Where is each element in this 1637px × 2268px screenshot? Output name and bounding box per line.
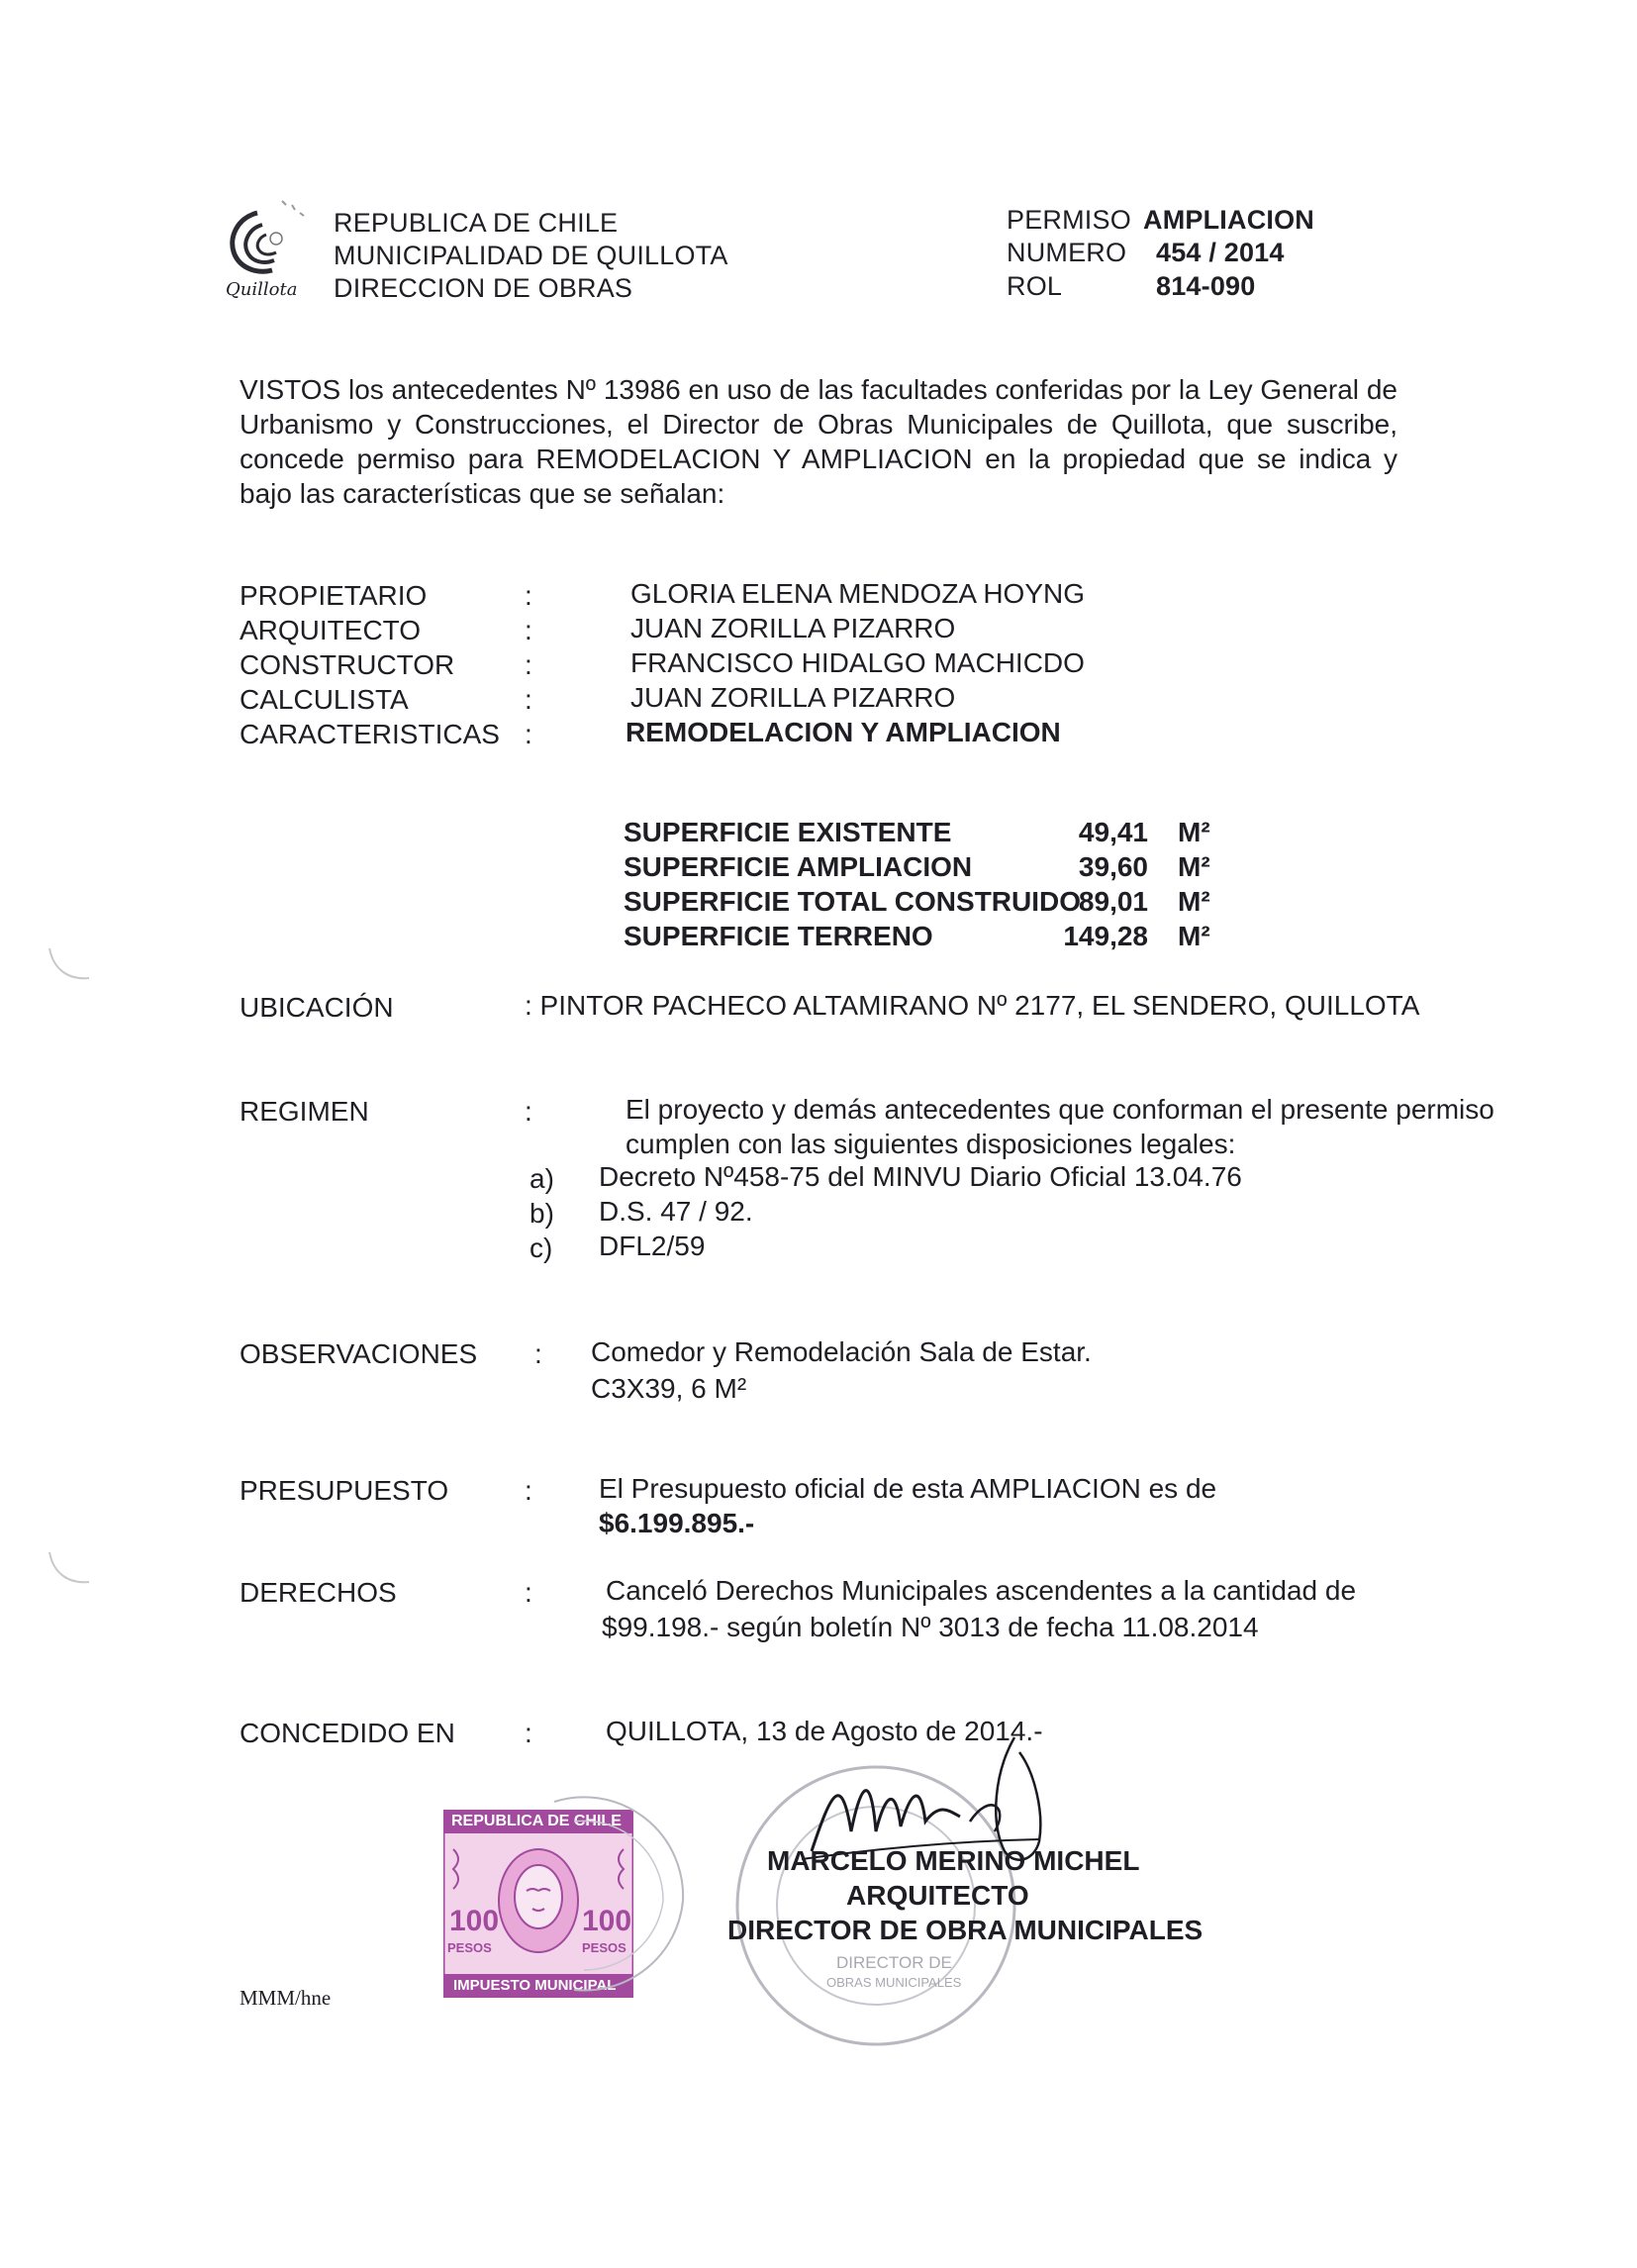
observaciones-label: OBSERVACIONES (240, 1338, 478, 1369)
superficie-row (624, 886, 1237, 922)
regimen-item-letter: b) (530, 1198, 554, 1229)
signatory-title-2: DIRECTOR DE OBRA MUNICIPALES (727, 1915, 1204, 1945)
colon: : (525, 1096, 532, 1127)
constructor-label: CONSTRUCTOR (240, 649, 455, 680)
superficie-row (624, 817, 1237, 852)
punch-hole-mark (40, 940, 99, 1000)
colon: : (525, 1475, 532, 1506)
presupuesto-label: PRESUPUESTO (240, 1475, 449, 1506)
constructor-value: FRANCISCO HIDALGO MACHICDO (630, 647, 1085, 678)
colon: : (534, 1338, 542, 1369)
propietario-value: GLORIA ELENA MENDOZA HOYNG (630, 578, 1086, 609)
numero-label: NUMERO (1007, 238, 1127, 267)
tax-stamp-value-right: 100 (582, 1905, 632, 1937)
arquitecto-label: ARQUITECTO (240, 615, 422, 645)
rol-label: ROL (1007, 271, 1063, 301)
superficie-name: SUPERFICIE TERRENO (624, 921, 933, 951)
observaciones-line-1: Comedor y Remodelación Sala de Estar. (591, 1336, 1092, 1367)
regimen-item-text: D.S. 47 / 92. (599, 1196, 753, 1227)
superficie-unit: M² (1178, 921, 1210, 951)
caracteristicas-label: CARACTERISTICAS (240, 719, 500, 749)
colon: : (525, 1718, 532, 1748)
superficie-name: SUPERFICIE TOTAL CONSTRUIDO (624, 886, 1082, 917)
colon: : (525, 615, 532, 645)
permiso-value: AMPLIACION (1143, 205, 1314, 235)
calculista-label: CALCULISTA (240, 684, 409, 715)
regimen-item-letter: a) (530, 1163, 554, 1194)
caracteristicas-value: REMODELACION Y AMPLIACION (626, 717, 1061, 747)
seal-inner-text-1: DIRECTOR DE (836, 1953, 952, 1972)
derechos-line-2: $99.198.- según boletín Nº 3013 de fecha 11.08.2014 (602, 1612, 1259, 1642)
seal-inner-text-2: OBRAS MUNICIPALES (826, 1975, 962, 1990)
punch-hole-mark (40, 1544, 99, 1604)
header-left-line-3: DIRECCION DE OBRAS (334, 273, 633, 303)
regimen-intro-1: El proyecto y demás antecedentes que conforman el presente permiso (626, 1094, 1494, 1125)
presupuesto-amount: $6.199.895.- (599, 1508, 755, 1538)
tax-stamp-top: REPUBLICA DE CHILE (451, 1813, 622, 1829)
typist-initials: MMM/hne (240, 1986, 332, 2010)
regimen-intro-2: cumplen con las siguientes disposiciones legales: (626, 1129, 1236, 1159)
tax-stamp-pesos-right: PESOS (582, 1940, 626, 1955)
signatory-name: MARCELO MERINO MICHEL (767, 1845, 1140, 1876)
superficie-name: SUPERFICIE EXISTENTE (624, 817, 952, 847)
tax-stamp-value-left: 100 (449, 1905, 500, 1937)
colon: : (525, 719, 532, 749)
colon: : (525, 684, 532, 715)
tax-stamp-pesos-left: PESOS (447, 1940, 492, 1955)
colon: : (525, 649, 532, 680)
superficie-value: 49,41 (1078, 817, 1148, 847)
ubicacion-value: : PINTOR PACHECO ALTAMIRANO Nº 2177, EL SENDERO, QUILLOTA (525, 990, 1420, 1021)
derechos-line-1: Canceló Derechos Municipales ascendentes a la cantidad de (606, 1575, 1357, 1606)
observaciones-line-2: C3X39, 6 M² (591, 1373, 747, 1404)
superficie-value: 39,60 (1078, 851, 1148, 882)
superficie-unit: M² (1178, 886, 1210, 917)
header-left-line-1: REPUBLICA DE CHILE (334, 208, 619, 238)
permiso-label: PERMISO (1007, 205, 1131, 235)
presupuesto-line-1: El Presupuesto oficial de esta AMPLIACION es de (599, 1473, 1217, 1504)
derechos-label: DERECHOS (240, 1577, 397, 1608)
superficie-row (624, 851, 1237, 887)
colon: : (525, 1577, 532, 1608)
superficie-row (624, 921, 1237, 956)
regimen-item-text: Decreto Nº458-75 del MINVU Diario Oficial 13.04.76 (599, 1161, 1242, 1192)
superficie-unit: M² (1178, 817, 1210, 847)
calculista-value: JUAN ZORILLA PIZARRO (630, 682, 956, 713)
superficie-value: 89,01 (1078, 886, 1148, 917)
regimen-item-letter: c) (530, 1233, 553, 1263)
numero-value: 454 / 2014 (1156, 238, 1285, 267)
signatory-title-1: ARQUITECTO (846, 1880, 1029, 1911)
concedido-value: QUILLOTA, 13 de Agosto de 2014.- (606, 1716, 1043, 1746)
tax-stamp-bottom: IMPUESTO MUNICIPAL (453, 1977, 617, 1994)
superficie-name: SUPERFICIE AMPLIACION (624, 851, 973, 882)
municipal-seal-left (515, 1782, 693, 2000)
colon: : (525, 580, 532, 611)
propietario-label: PROPIETARIO (240, 580, 428, 611)
concedido-label: CONCEDIDO EN (240, 1718, 455, 1748)
arquitecto-value: JUAN ZORILLA PIZARRO (630, 613, 956, 643)
superficie-unit: M² (1178, 851, 1210, 882)
regimen-label: REGIMEN (240, 1096, 369, 1127)
rol-value: 814-090 (1156, 271, 1256, 301)
superficie-value: 149,28 (1063, 921, 1148, 951)
header-left-line-2: MUNICIPALIDAD DE QUILLOTA (334, 241, 728, 270)
vistos-paragraph: VISTOS los antecedentes Nº 13986 en uso de las facultades conferidas por la Ley General de Urbanismo y Construcciones, el Director de Obras Municipales de Quillota, que suscribe, concede permiso para REMODELACION Y AMPLIACION en la propiedad que se indica y bajo las características que se señalan: (240, 374, 1397, 509)
regimen-item-text: DFL2/59 (599, 1231, 706, 1261)
ubicacion-label: UBICACIÓN (240, 992, 394, 1023)
logo-text: Quillota (226, 279, 298, 300)
